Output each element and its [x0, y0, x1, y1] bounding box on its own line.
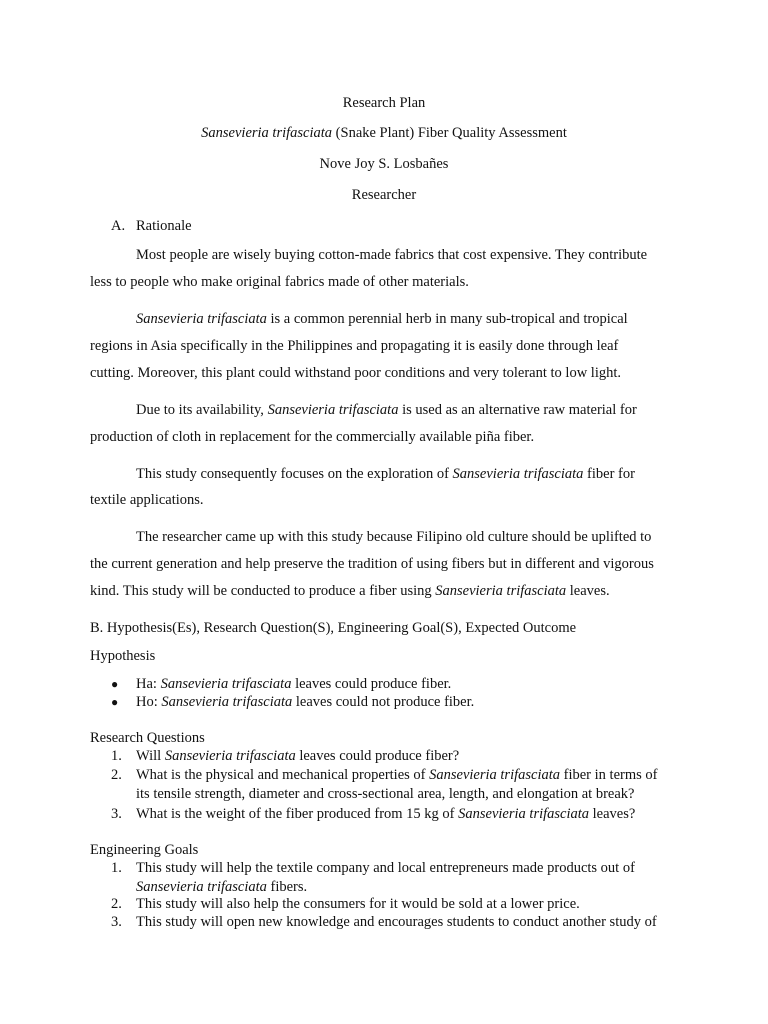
document-subtitle: Sansevieria trifasciata (Snake Plant) Fiber Quality Assessment	[201, 125, 567, 141]
rationale-p5-line2: the current generation and help preserve the tradition of using fibers but in different and vigorous	[90, 556, 654, 572]
section-a-marker: A.	[111, 218, 126, 234]
research-question-item: What is the weight of the fiber produced from 15 kg of Sansevieria trifasciata leaves?	[136, 806, 636, 822]
list-number: 1.	[111, 748, 122, 764]
bullet-icon: ●	[111, 695, 119, 709]
document-title: Research Plan	[342, 95, 426, 111]
research-questions-label: Research Questions	[90, 730, 205, 746]
list-number: 3.	[111, 914, 122, 930]
rationale-p1-line2: less to people who make original fabrics made of other materials.	[90, 274, 469, 290]
rationale-p5-line1: The researcher came up with this study because Filipino old culture should be uplifted to	[136, 529, 652, 545]
list-number: 1.	[111, 860, 122, 876]
bullet-icon: ●	[111, 677, 119, 691]
research-question-continuation: its tensile strength, diameter and cross-sectional area, length, and elongation at break?	[136, 786, 635, 802]
hypothesis-item: Ho: Sansevieria trifasciata leaves could not produce fiber.	[136, 694, 475, 710]
engineering-goal-item: This study will help the textile company and local entrepreneurs made products out of	[136, 860, 635, 876]
list-number: 3.	[111, 806, 122, 822]
engineering-goal-continuation: Sansevieria trifasciata fibers.	[136, 879, 308, 895]
engineering-goal-item: This study will also help the consumers for it would be sold at a lower price.	[136, 896, 580, 912]
section-a-heading: Rationale	[136, 218, 192, 234]
engineering-goals-label: Engineering Goals	[90, 842, 199, 858]
rationale-p2-line1: Sansevieria trifasciata is a common perennial herb in many sub-tropical and tropical	[136, 311, 628, 327]
research-question-item: What is the physical and mechanical properties of Sansevieria trifasciata fiber in terms of	[136, 767, 658, 783]
rationale-p2-line3: cutting. Moreover, this plant could withstand poor conditions and very tolerant to low light.	[90, 365, 621, 381]
section-b-heading: B. Hypothesis(Es), Research Question(S), Engineering Goal(S), Expected Outcome	[90, 620, 577, 636]
list-number: 2.	[111, 896, 122, 912]
research-question-item: Will Sansevieria trifasciata leaves could produce fiber?	[136, 748, 460, 764]
author-name: Nove Joy S. Losbañes	[319, 156, 449, 172]
author-role: Researcher	[351, 187, 417, 203]
rationale-p3-line1: Due to its availability, Sansevieria trifasciata is used as an alternative raw material for	[136, 402, 637, 418]
rationale-p4-line1: This study consequently focuses on the exploration of Sansevieria trifasciata fiber for	[136, 466, 635, 482]
rationale-p1-line1: Most people are wisely buying cotton-made fabrics that cost expensive. They contribute	[136, 247, 648, 263]
rationale-p5-line3: kind. This study will be conducted to produce a fiber using Sansevieria trifasciata leaves.	[90, 583, 610, 599]
hypothesis-item: Ha: Sansevieria trifasciata leaves could produce fiber.	[136, 676, 452, 692]
rationale-p4-line2: textile applications.	[90, 492, 204, 508]
rationale-p3-line2: production of cloth in replacement for the commercially available piña fiber.	[90, 429, 535, 445]
engineering-goal-item: This study will open new knowledge and encourages students to conduct another study of	[136, 914, 657, 930]
list-number: 2.	[111, 767, 122, 783]
hypothesis-label: Hypothesis	[90, 648, 156, 664]
rationale-p2-line2: regions in Asia specifically in the Philippines and propagating it is easily done through leaf	[90, 338, 619, 354]
